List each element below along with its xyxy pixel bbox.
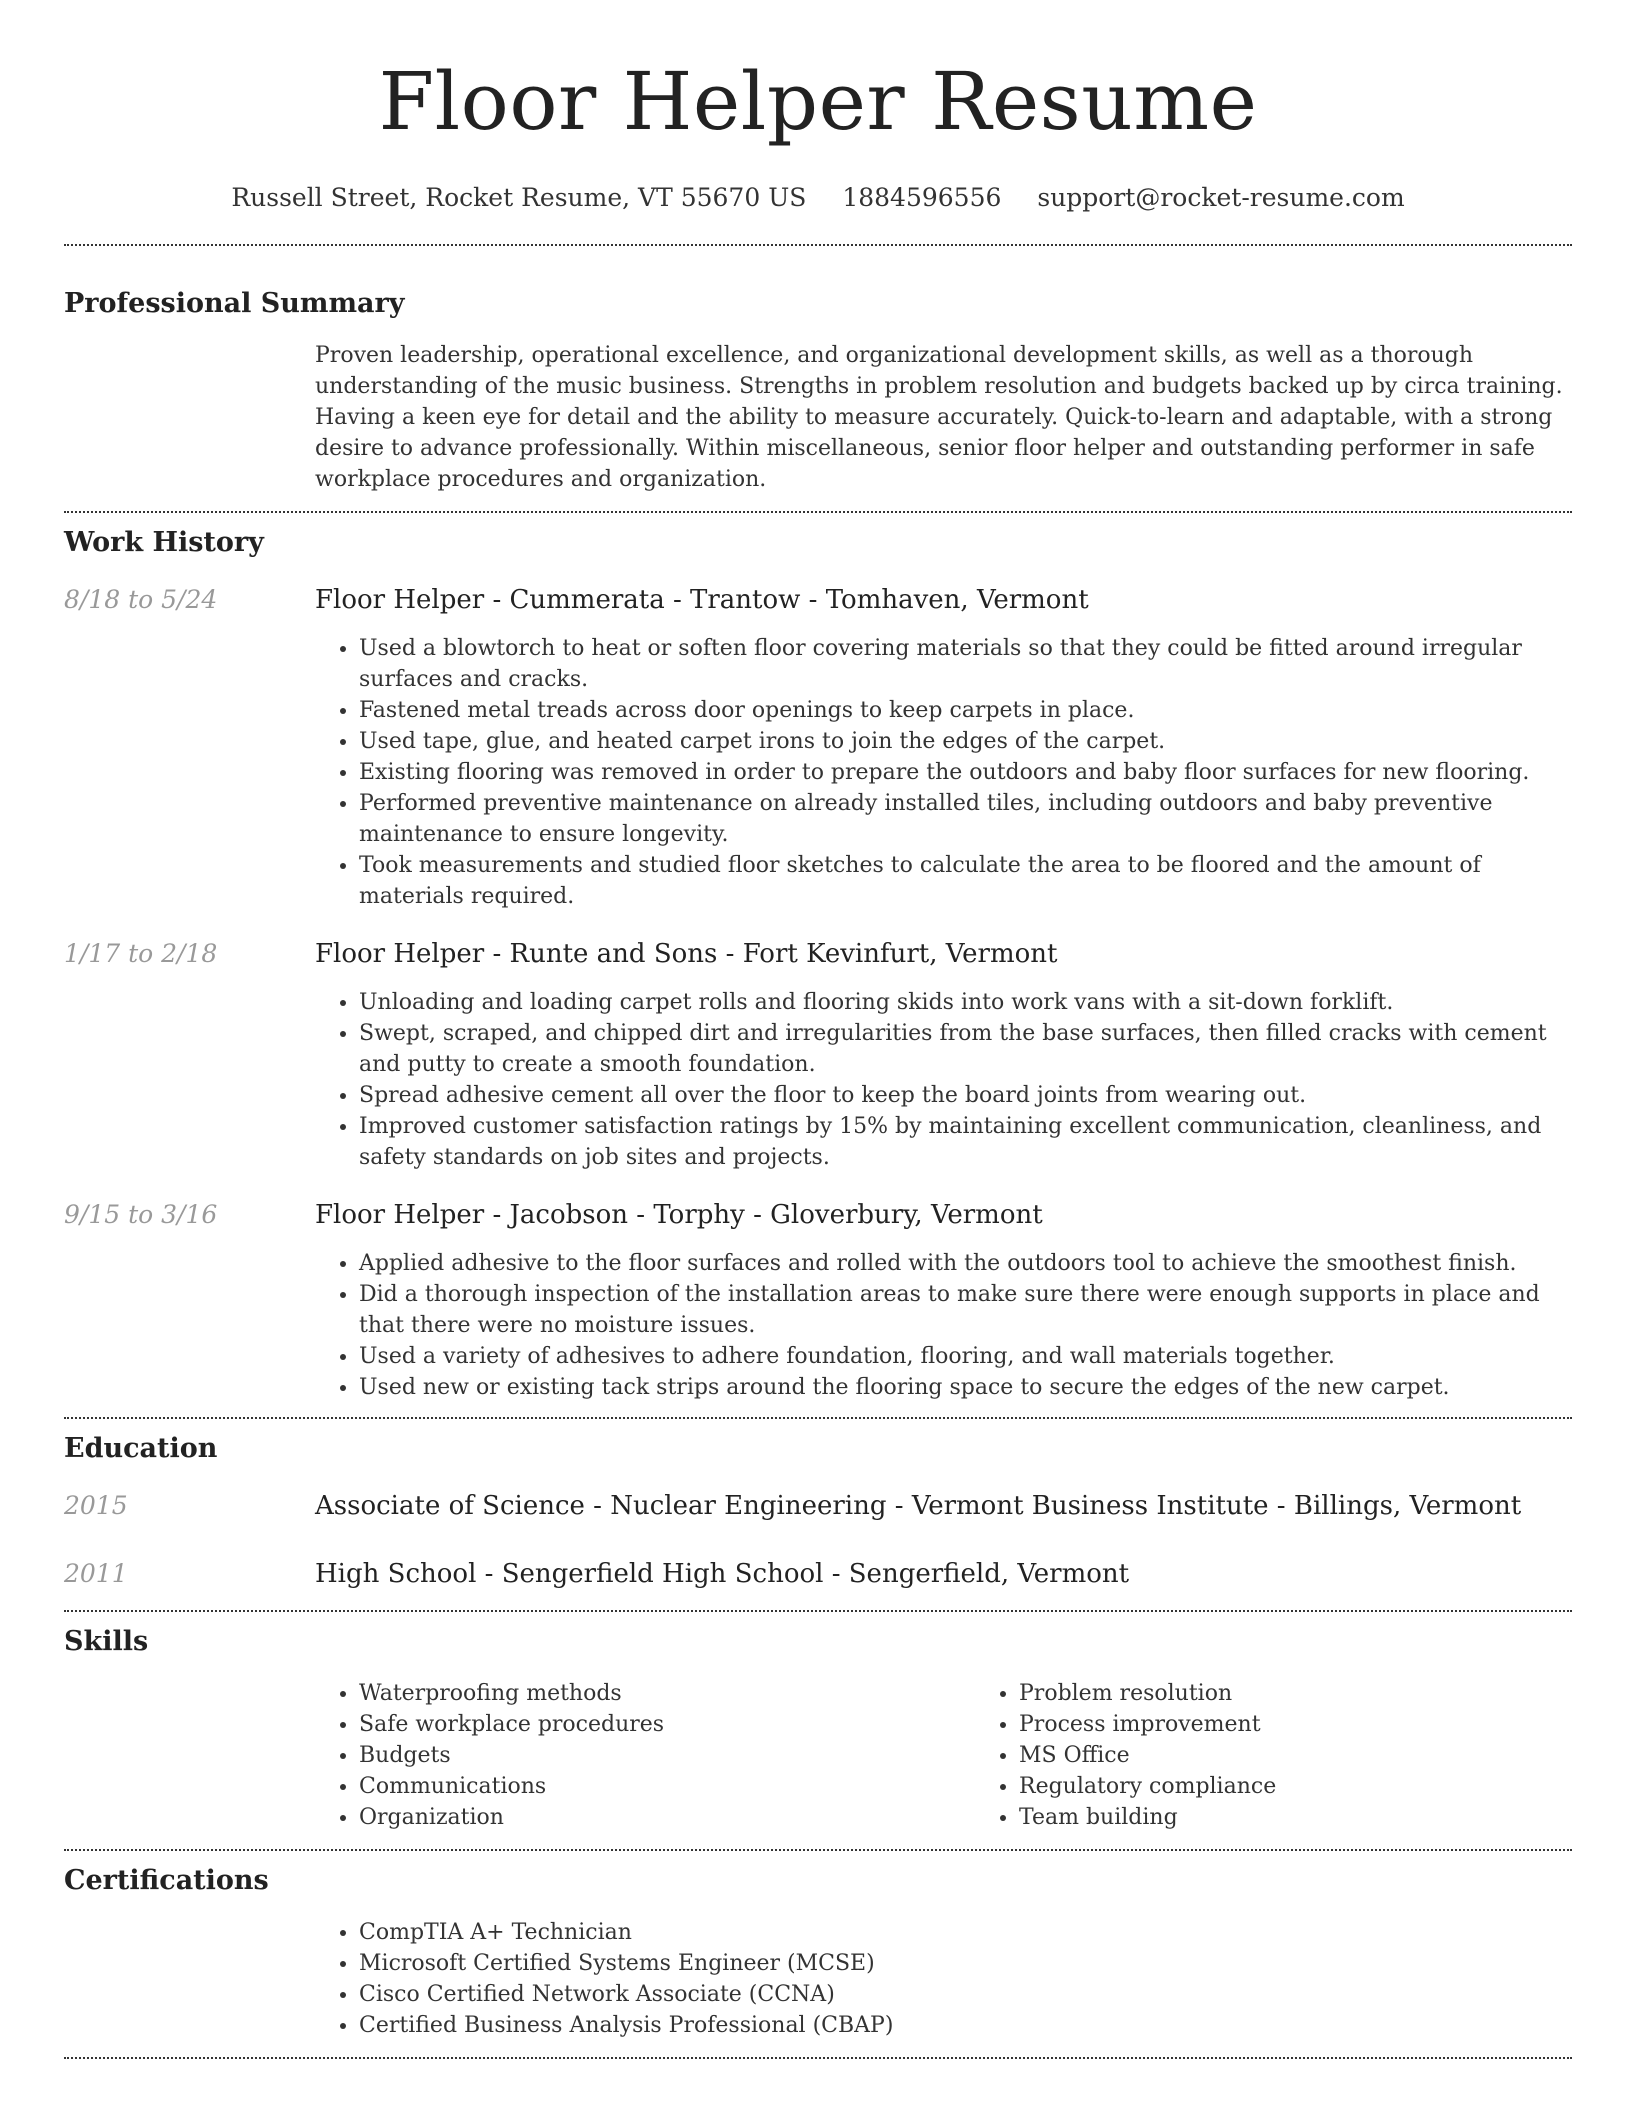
divider <box>64 2057 1572 2059</box>
education-entry <box>64 1490 1572 1522</box>
list-item: • Waterproofing methods <box>359 1678 975 1709</box>
summary-heading: Professional Summary <box>64 288 405 319</box>
skills-section <box>64 1625 1572 1833</box>
divider <box>64 1417 1572 1419</box>
list-item: • MS Office <box>1019 1740 1632 1771</box>
job-details <box>315 1199 1572 1403</box>
skills-list-right <box>975 1678 1632 1833</box>
certifications-row <box>64 1917 1572 2041</box>
job-bullets <box>315 1248 1572 1403</box>
education-text: High School - Sengerfield High School - Sengerfield, Vermont <box>315 1559 1130 1589</box>
list-item: • Problem resolution <box>1019 1678 1632 1709</box>
list-item: • Improved customer satisfaction ratings by 15% by maintaining excellent communication, cleanliness, and safety standards on job sites and projects. <box>359 1111 1572 1173</box>
list-item: • Process improvement <box>1019 1709 1632 1740</box>
list-item: • Applied adhesive to the floor surfaces and rolled with the outdoors tool to achieve the smoothest finish. <box>359 1248 1572 1279</box>
certifications-details <box>315 1917 1572 2041</box>
education-year: 2011 <box>64 1559 128 1588</box>
job-entry <box>64 1199 1572 1403</box>
list-item: • Existing flooring was removed in order to prepare the outdoors and baby floor surfaces for new flooring. <box>359 757 1572 788</box>
skills-row <box>64 1678 1572 1833</box>
list-item: • Communications <box>359 1771 975 1802</box>
job-dates: 8/18 to 5/24 <box>64 585 218 614</box>
resume-page <box>64 0 1572 2059</box>
list-item: • Did a thorough inspection of the installation areas to make sure there were enough supports in place and that there were no moisture issues. <box>359 1279 1572 1341</box>
job-details <box>315 938 1572 1173</box>
job-bullets <box>315 633 1572 912</box>
list-item: • Regulatory compliance <box>1019 1771 1632 1802</box>
job-entry <box>64 584 1572 912</box>
skills-spacer <box>64 1678 315 1833</box>
education-entry <box>64 1558 1572 1590</box>
certifications-section <box>64 1864 1572 2041</box>
divider <box>64 244 1572 246</box>
education-section <box>64 1432 1572 1590</box>
contact-line <box>64 182 1572 214</box>
certifications-heading: Certifications <box>64 1865 269 1896</box>
list-item: • CompTIA A+ Technician <box>359 1917 1572 1948</box>
contact-address: Russell Street, Rocket Resume, VT 55670 US <box>231 183 807 212</box>
work-heading: Work History <box>64 527 264 558</box>
list-item: • Performed preventive maintenance on already installed tiles, including outdoors and baby preventive maintenance to ensure longevity. <box>359 788 1572 850</box>
list-item: • Team building <box>1019 1802 1632 1833</box>
contact-email: support@rocket-resume.com <box>1037 183 1405 212</box>
job-title: Floor Helper - Jacobson - Torphy - Gloverbury, Vermont <box>315 1200 1043 1230</box>
education-heading: Education <box>64 1433 218 1464</box>
list-item: • Used a variety of adhesives to adhere foundation, flooring, and wall materials together. <box>359 1341 1572 1372</box>
certifications-spacer <box>64 1917 315 2041</box>
skills-list-left <box>315 1678 975 1833</box>
summary-section <box>64 287 1572 495</box>
job-title: Floor Helper - Cummerata - Trantow - Tomhaven, Vermont <box>315 585 1089 615</box>
list-item: • Unloading and loading carpet rolls and flooring skids into work vans with a sit-down forklift. <box>359 987 1572 1018</box>
work-section <box>64 526 1572 1403</box>
summary-spacer <box>64 340 315 495</box>
list-item: • Microsoft Certified Systems Engineer (MCSE) <box>359 1948 1572 1979</box>
education-year: 2015 <box>64 1491 128 1520</box>
job-details <box>315 584 1572 912</box>
list-item: • Swept, scraped, and chipped dirt and irregularities from the base surfaces, then filled cracks with cement and putty to create a smooth foundation. <box>359 1018 1572 1080</box>
divider <box>64 1610 1572 1612</box>
summary-text: Proven leadership, operational excellence, and organizational development skills, as well as a thorough understanding of the music business. Strengths in problem resolution and budgets backed up by circa training. Having a keen eye for detail and the ability to measure accurately. Quick-to-learn and adaptable, with a strong desire to advance professionally. Within miscellaneous, senior floor helper and outstanding performer in safe workplace procedures and organization. <box>315 343 1563 492</box>
divider <box>64 511 1572 513</box>
list-item: • Budgets <box>359 1740 975 1771</box>
list-item: • Safe workplace procedures <box>359 1709 975 1740</box>
list-item: • Took measurements and studied floor sketches to calculate the area to be floored and the amount of materials required. <box>359 850 1572 912</box>
certifications-list <box>315 1917 1572 2041</box>
list-item: • Cisco Certified Network Associate (CCNA) <box>359 1979 1572 2010</box>
list-item: • Spread adhesive cement all over the floor to keep the board joints from wearing out. <box>359 1080 1572 1111</box>
list-item: • Organization <box>359 1802 975 1833</box>
education-text: Associate of Science - Nuclear Engineering - Vermont Business Institute - Billings, Vermont <box>315 1491 1522 1521</box>
summary-row <box>64 340 1572 495</box>
list-item: • Used tape, glue, and heated carpet irons to join the edges of the carpet. <box>359 726 1572 757</box>
list-item: • Fastened metal treads across door openings to keep carpets in place. <box>359 695 1572 726</box>
job-bullets <box>315 987 1572 1173</box>
divider <box>64 1849 1572 1851</box>
skills-heading: Skills <box>64 1626 149 1657</box>
contact-phone: 1884596556 <box>842 183 1002 212</box>
list-item: • Certified Business Analysis Professional (CBAP) <box>359 2010 1572 2041</box>
job-dates: 1/17 to 2/18 <box>64 939 218 968</box>
job-dates: 9/15 to 3/16 <box>64 1200 218 1229</box>
job-title: Floor Helper - Runte and Sons - Fort Kevinfurt, Vermont <box>315 939 1058 969</box>
job-entry <box>64 938 1572 1173</box>
resume-title: Floor Helper Resume <box>378 55 1258 148</box>
list-item: • Used new or existing tack strips around the flooring space to secure the edges of the new carpet. <box>359 1372 1572 1403</box>
list-item: • Used a blowtorch to heat or soften floor covering materials so that they could be fitted around irregular surfaces and cracks. <box>359 633 1572 695</box>
skills-columns <box>315 1678 1632 1833</box>
